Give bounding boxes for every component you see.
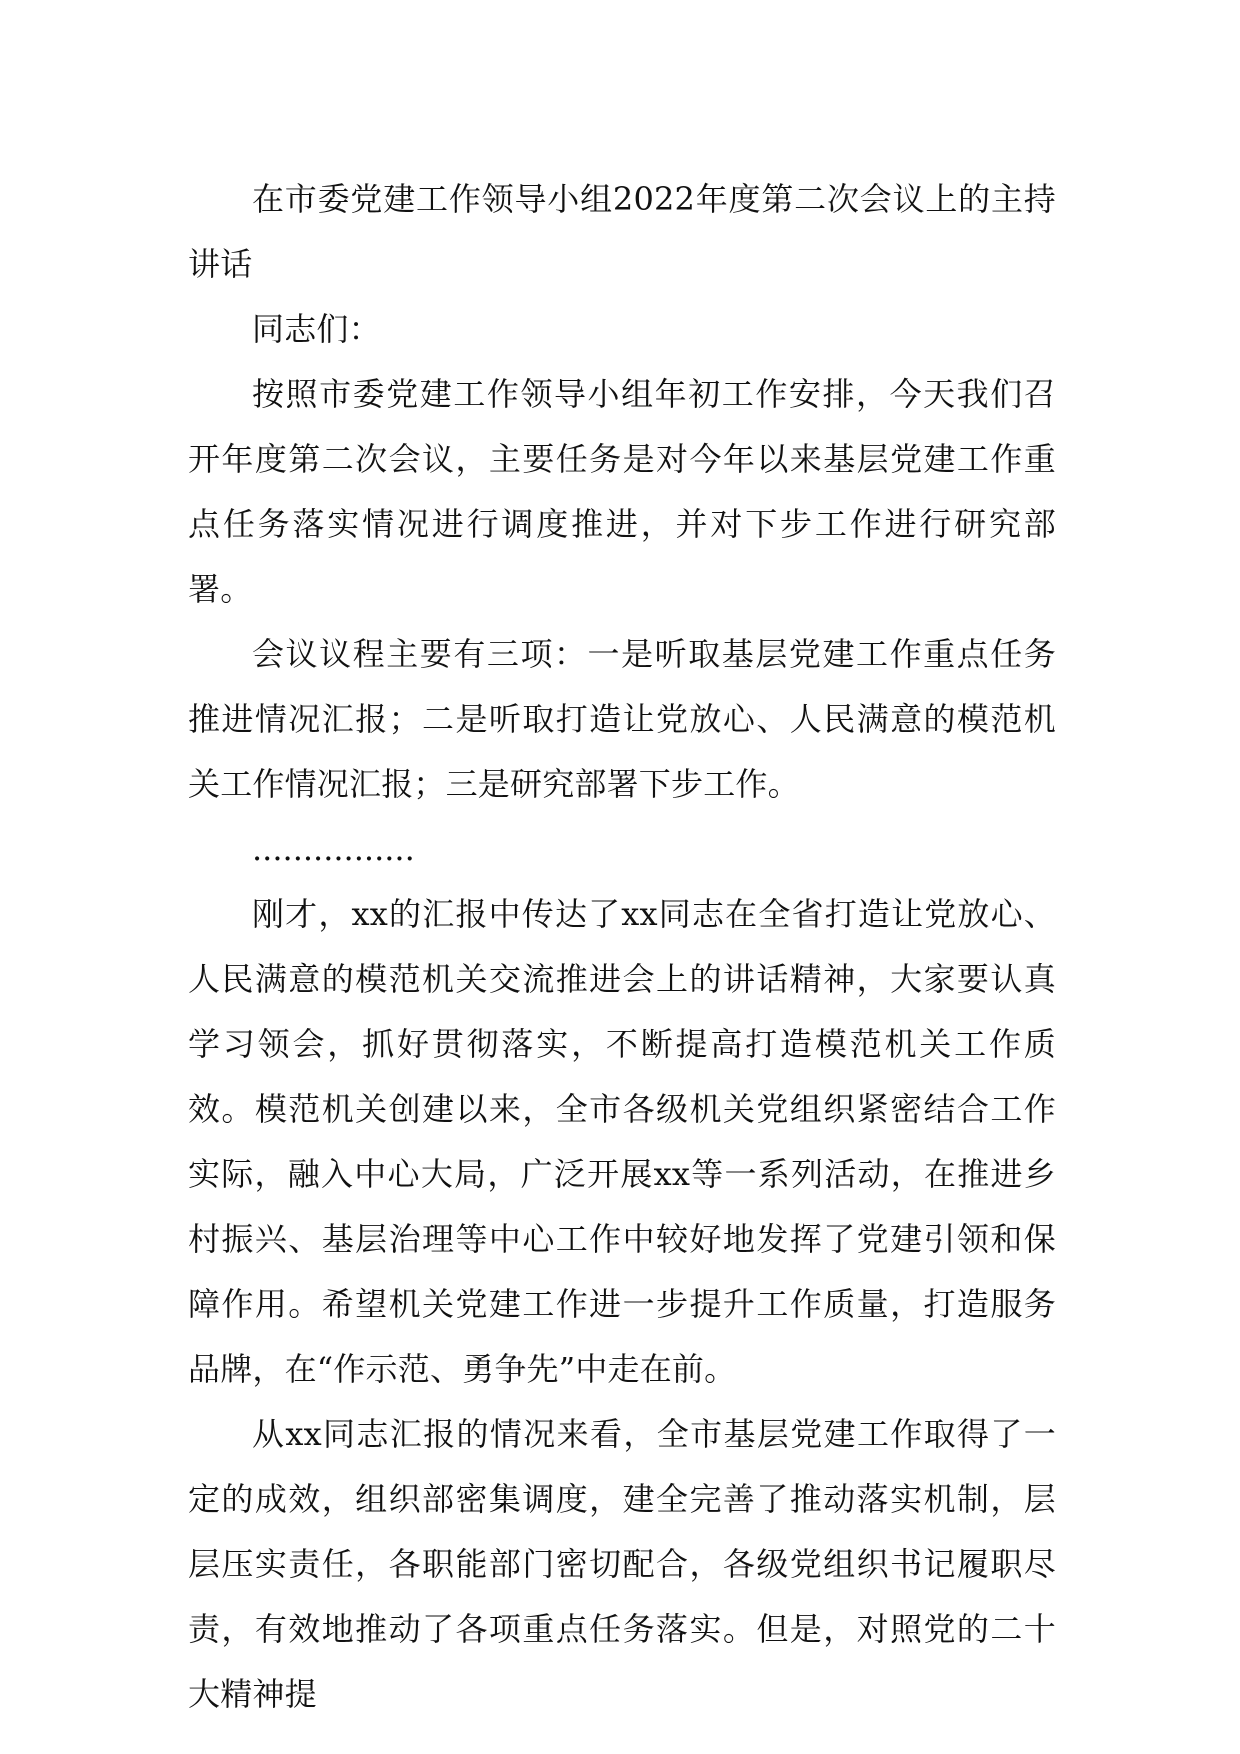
ellipsis-separator: ................ [252, 830, 415, 868]
paragraph-agenda: 会议议程主要有三项：一是听取基层党建工作重点任务推进情况汇报；二是听取打造让党放心、人民满意的模范机关工作情况汇报；三是研究部署下步工作。 [188, 635, 1056, 803]
document-title: 在市委党建工作领导小组2022年度第二次会议上的主持讲话 [188, 180, 1056, 283]
paragraph-grassroots-results: 从xx同志汇报的情况来看，全市基层党建工作取得了一定的成效，组织部密集调度，建全完善了推动落实机制，层层压实责任，各职能部门密切配合，各级党组织书记履职尽责，有效地推动了各项重点任务落实。但是，对照党的二十大精神提 [188, 1415, 1056, 1713]
paragraph-model-organs: 刚才，xx的汇报中传达了xx同志在全省打造让党放心、人民满意的模范机关交流推进会上的讲话精神，大家要认真学习领会，抓好贯彻落实，不断提高打造模范机关工作质效。模范机关创建以来，全市各级机关党组织紧密结合工作实际，融入中心大局，广泛开展xx等一系列活动，在推进乡村振兴、基层治理等中心工作中较好地发挥了党建引领和保障作用。希望机关党建工作进一步提升工作质量，打造服务品牌，在“作示范、勇争先”中走在前。 [188, 895, 1056, 1388]
paragraph-meeting-purpose: 按照市委党建工作领导小组年初工作安排，今天我们召开年度第二次会议，主要任务是对今年以来基层党建工作重点任务落实情况进行调度推进，并对下步工作进行研究部署。 [188, 375, 1056, 608]
document-body [188, 167, 1056, 1727]
salutation: 同志们： [252, 310, 381, 348]
